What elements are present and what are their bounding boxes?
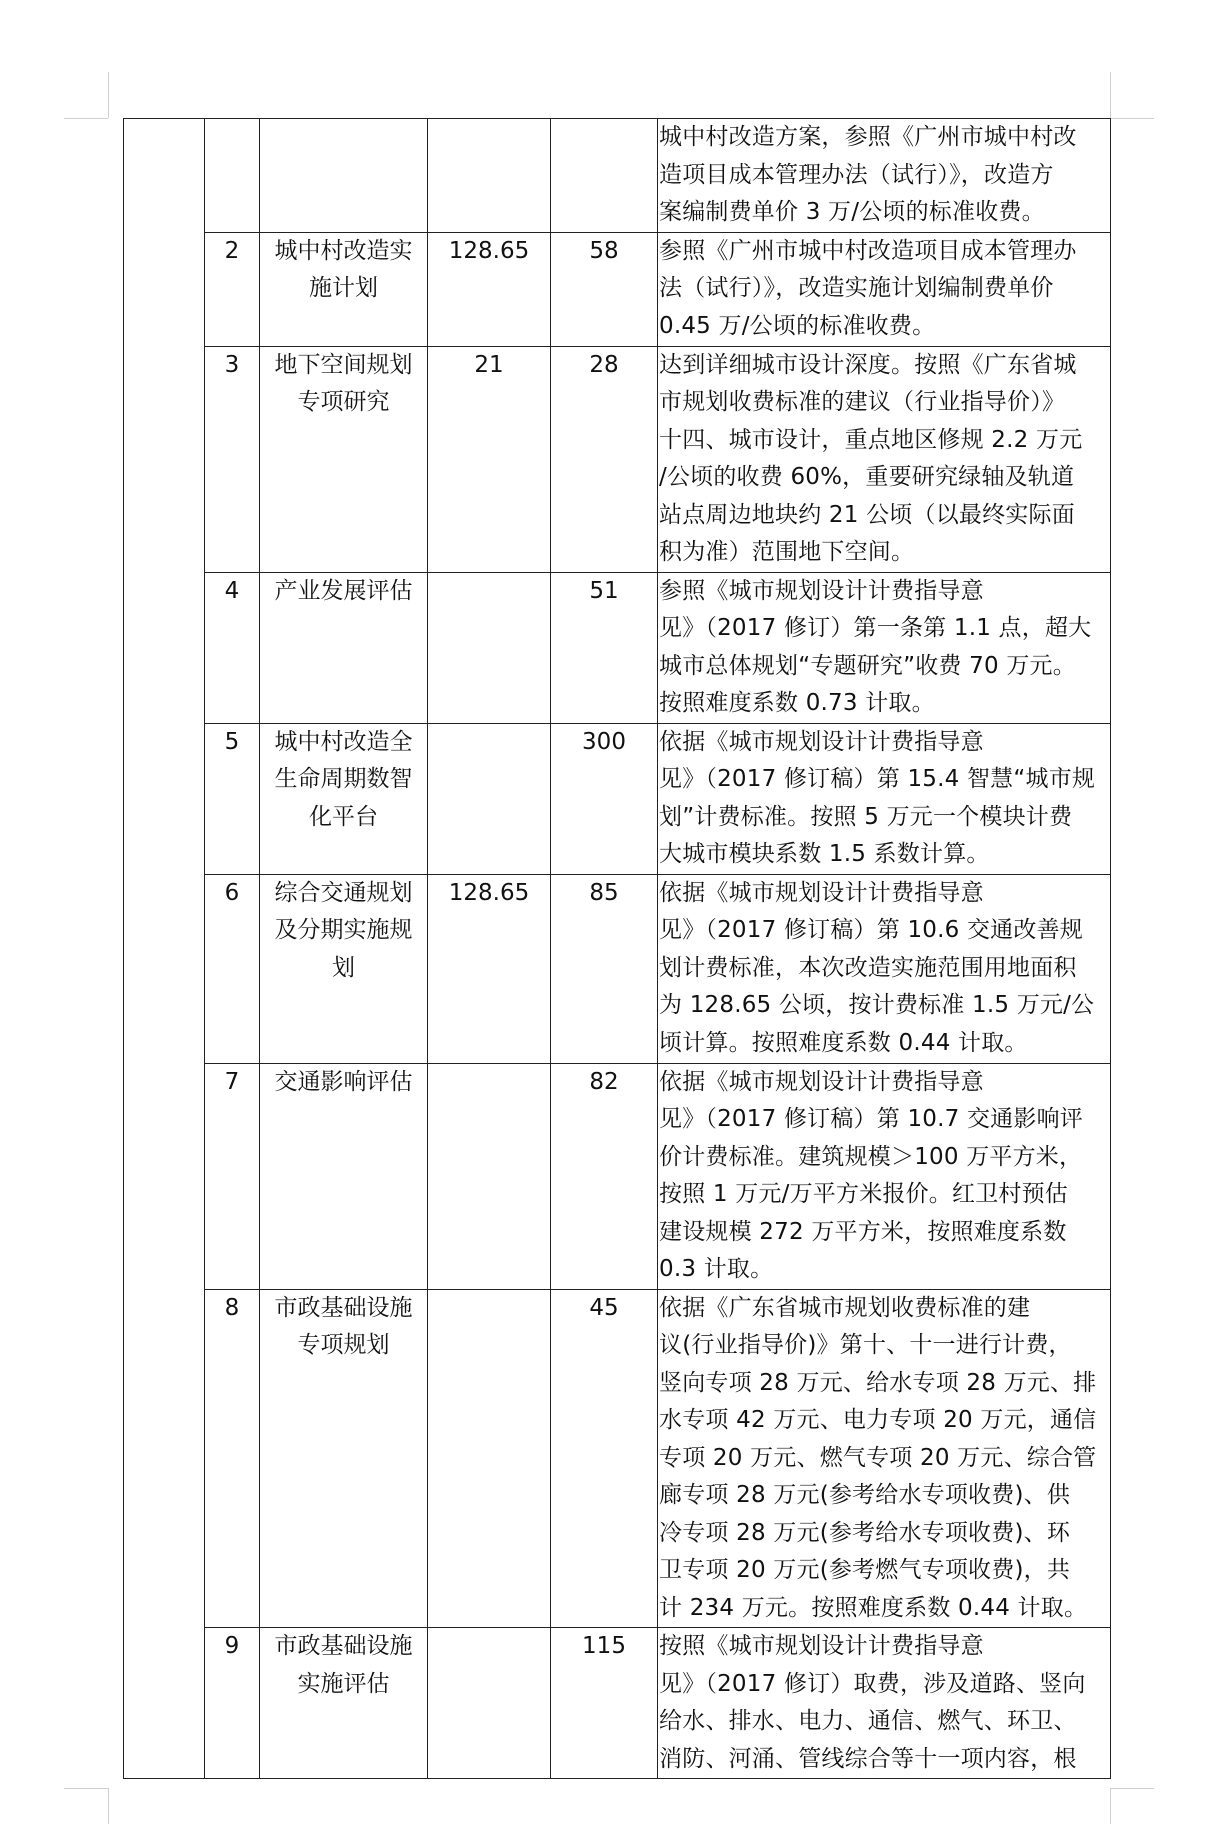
fee-cell: 82 xyxy=(551,1063,658,1289)
project-name-line: 划 xyxy=(332,954,355,981)
fee-cell: 300 xyxy=(551,723,658,874)
basis-line: 达到详细城市设计深度。按照《广东省城 xyxy=(659,351,1077,378)
basis-line: /公顷的收费 60%，重要研究绿轴及轨道 xyxy=(659,464,1075,490)
basis-line: 十四、城市设计，重点地区修规 2.2 万元 xyxy=(659,426,1083,453)
basis-line: 议(行业指导价)》第十、十一进行计费， xyxy=(659,1332,1072,1358)
project-name-line: 城中村改造全 xyxy=(274,728,413,755)
basis-line: 顷计算。按照难度系数 0.44 计取。 xyxy=(659,1029,1028,1056)
basis-cell xyxy=(658,874,1111,1063)
row-index-cell: 5 xyxy=(205,723,260,874)
basis-cell xyxy=(658,572,1111,723)
basis-line: 冷专项 28 万元(参考给水专项收费)、环 xyxy=(659,1519,1071,1546)
basis-line: 专项 20 万元、燃气专项 20 万元、综合管 xyxy=(659,1444,1097,1471)
row-index-cell: 2 xyxy=(205,232,260,346)
project-name-cell xyxy=(260,1063,428,1289)
fee-cell: 28 xyxy=(551,346,658,572)
project-name-line: 及分期实施规 xyxy=(274,917,413,943)
project-name-cell xyxy=(260,346,428,572)
project-name-line: 专项规划 xyxy=(297,1332,390,1358)
fee-cell: 58 xyxy=(551,232,658,346)
area-cell xyxy=(428,1289,551,1628)
project-name-line: 交通影响评估 xyxy=(274,1068,413,1095)
basis-line: 竖向专项 28 万元、给水专项 28 万元、排 xyxy=(659,1369,1097,1396)
basis-line: 见》（2017 修订稿）第 10.7 交通影响评 xyxy=(659,1106,1083,1132)
row-index-cell: 6 xyxy=(205,874,260,1063)
project-name-cell xyxy=(260,232,428,346)
crop-mark-bottom-left-horizontal xyxy=(64,1788,108,1789)
basis-cell xyxy=(658,1289,1111,1628)
basis-cell xyxy=(658,346,1111,572)
basis-line: 城市总体规划“专题研究”收费 70 万元。 xyxy=(659,652,1076,679)
project-name-cell xyxy=(260,119,428,233)
basis-line: 依据《城市规划设计计费指导意 xyxy=(659,728,984,755)
basis-line: 0.3 计取。 xyxy=(659,1256,774,1282)
area-cell: 128.65 xyxy=(428,232,551,346)
project-name-line: 地下空间规划 xyxy=(274,351,413,378)
row-index-cell xyxy=(205,119,260,233)
table-row xyxy=(124,1289,1111,1628)
crop-mark-top-right-vertical xyxy=(1110,72,1111,118)
basis-line: 计 234 万元。按照难度系数 0.44 计取。 xyxy=(659,1594,1088,1621)
fee-cell: 85 xyxy=(551,874,658,1063)
basis-line: 水专项 42 万元、电力专项 20 万元，通信 xyxy=(659,1407,1097,1433)
project-name-line: 产业发展评估 xyxy=(274,577,413,604)
basis-line: 见》（2017 修订稿）第 15.4 智慧“城市规 xyxy=(659,766,1096,792)
crop-mark-bottom-right-vertical xyxy=(1110,1788,1111,1824)
basis-cell xyxy=(658,232,1111,346)
basis-line: 消防、河涌、管线综合等十一项内容，根 xyxy=(659,1745,1077,1772)
area-cell xyxy=(428,119,551,233)
project-name-cell xyxy=(260,723,428,874)
basis-line: 价计费标准。建筑规模＞100 万平方米， xyxy=(659,1143,1083,1170)
area-cell: 21 xyxy=(428,346,551,572)
basis-line: 卫专项 20 万元(参考燃气专项收费)，共 xyxy=(659,1557,1071,1583)
basis-line: 按照 1 万元/万平方米报价。红卫村预估 xyxy=(659,1181,1069,1207)
basis-line: 按照难度系数 0.73 计取。 xyxy=(659,690,935,716)
basis-line: 建设规模 272 万平方米，按照难度系数 xyxy=(659,1218,1067,1245)
fee-cell xyxy=(551,119,658,233)
fee-cell: 45 xyxy=(551,1289,658,1628)
crop-mark-top-left-vertical xyxy=(108,72,109,118)
project-name-line: 综合交通规划 xyxy=(274,879,413,906)
basis-line: 依据《城市规划设计计费指导意 xyxy=(659,879,984,906)
project-name-line: 生命周期数智 xyxy=(274,766,413,792)
basis-line: 大城市模块系数 1.5 系数计算。 xyxy=(659,841,990,867)
basis-line: 市规划收费标准的建议（行业指导价）》 xyxy=(659,389,1066,415)
basis-line: 站点周边地块约 21 公顷（以最终实际面 xyxy=(659,501,1075,528)
project-name-line: 实施评估 xyxy=(297,1670,390,1697)
table-row xyxy=(124,346,1111,572)
basis-line: 见》（2017 修订稿）第 10.6 交通改善规 xyxy=(659,917,1083,943)
fee-cell: 115 xyxy=(551,1628,658,1779)
basis-line: 造项目成本管理办法（试行）》，改造方 xyxy=(659,161,1054,188)
basis-line: 案编制费单价 3 万/公顷的标准收费。 xyxy=(659,199,1045,225)
crop-mark-bottom-left-vertical xyxy=(108,1788,109,1824)
project-name-cell xyxy=(260,1628,428,1779)
basis-line: 按照《城市规划设计计费指导意 xyxy=(659,1633,984,1659)
area-cell xyxy=(428,1628,551,1779)
row-index-cell: 9 xyxy=(205,1628,260,1779)
basis-line: 划”计费标准。按照 5 万元一个模块计费 xyxy=(659,803,1073,830)
table-row xyxy=(124,119,1111,233)
basis-line: 法（试行）》，改造实施计划编制费单价 xyxy=(659,275,1054,301)
crop-mark-top-right-horizontal xyxy=(1110,118,1154,119)
table-row xyxy=(124,723,1111,874)
basis-line: 参照《广州市城中村改造项目成本管理办 xyxy=(659,237,1077,264)
fee-cell: 51 xyxy=(551,572,658,723)
basis-cell xyxy=(658,1063,1111,1289)
project-name-line: 城中村改造实 xyxy=(274,237,413,264)
basis-line: 参照《城市规划设计计费指导意 xyxy=(659,577,984,604)
project-name-line: 市政基础设施 xyxy=(274,1294,413,1321)
project-name-cell xyxy=(260,572,428,723)
category-cell xyxy=(124,119,205,1779)
basis-line: 积为准）范围地下空间。 xyxy=(659,539,915,565)
table-row xyxy=(124,874,1111,1063)
basis-cell xyxy=(658,723,1111,874)
project-name-cell xyxy=(260,874,428,1063)
area-cell xyxy=(428,1063,551,1289)
basis-line: 依据《广东省城市规划收费标准的建 xyxy=(659,1294,1031,1321)
area-cell xyxy=(428,723,551,874)
basis-line: 依据《城市规划设计计费指导意 xyxy=(659,1068,984,1095)
crop-mark-top-left-horizontal xyxy=(64,118,108,119)
area-cell xyxy=(428,572,551,723)
basis-line: 给水、排水、电力、通信、燃气、环卫、 xyxy=(659,1708,1077,1734)
basis-line: 0.45 万/公顷的标准收费。 xyxy=(659,312,936,339)
basis-line: 划计费标准，本次改造实施范围用地面积 xyxy=(659,954,1077,981)
row-index-cell: 4 xyxy=(205,572,260,723)
table-row xyxy=(124,232,1111,346)
project-name-line: 专项研究 xyxy=(297,389,390,415)
basis-line: 见》（2017 修订）第一条第 1.1 点，超大 xyxy=(659,615,1092,641)
basis-cell xyxy=(658,1628,1111,1779)
fee-table xyxy=(123,118,1111,1779)
basis-line: 见》（2017 修订）取费，涉及道路、竖向 xyxy=(659,1670,1086,1697)
basis-line: 廊专项 28 万元(参考给水专项收费)、供 xyxy=(659,1482,1071,1508)
basis-line: 城中村改造方案，参照《广州市城中村改 xyxy=(659,124,1077,150)
row-index-cell: 7 xyxy=(205,1063,260,1289)
table-row xyxy=(124,572,1111,723)
row-index-cell: 3 xyxy=(205,346,260,572)
table-row xyxy=(124,1628,1111,1779)
crop-mark-bottom-right-horizontal xyxy=(1110,1788,1154,1789)
basis-line: 为 128.65 公顷，按计费标准 1.5 万元/公 xyxy=(659,992,1095,1018)
project-name-line: 施计划 xyxy=(309,275,378,301)
area-cell: 128.65 xyxy=(428,874,551,1063)
project-name-line: 市政基础设施 xyxy=(274,1633,413,1659)
basis-cell xyxy=(658,119,1111,233)
project-name-cell xyxy=(260,1289,428,1628)
row-index-cell: 8 xyxy=(205,1289,260,1628)
project-name-line: 化平台 xyxy=(309,803,378,830)
table-row xyxy=(124,1063,1111,1289)
